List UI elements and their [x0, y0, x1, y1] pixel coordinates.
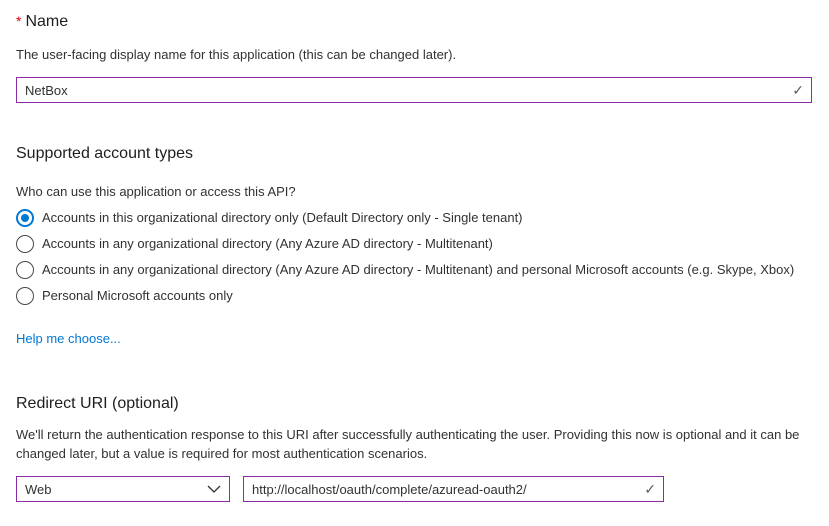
name-description: The user-facing display name for this application (this can be changed later).	[16, 47, 457, 62]
radio-selected-icon[interactable]	[16, 209, 34, 227]
name-title-text: Name	[25, 13, 69, 30]
platform-select[interactable]	[16, 476, 230, 502]
radio-unselected-icon[interactable]	[16, 235, 34, 253]
platform-select-value: Web	[25, 481, 52, 497]
redirect-uri-title: Redirect URI (optional)	[16, 395, 179, 412]
help-me-choose-link[interactable]: Help me choose...	[16, 331, 121, 346]
name-input[interactable]	[17, 78, 811, 102]
valid-checkmark-icon: ✓	[792, 82, 804, 98]
radio-option-label: Accounts in any organizational directory (Any Azure AD directory - Multitenant)	[42, 236, 493, 251]
required-asterisk: *	[16, 13, 22, 29]
valid-checkmark-icon: ✓	[644, 481, 656, 497]
redirect-uri-controls	[16, 476, 812, 502]
name-input-wrapper	[16, 77, 812, 103]
radio-option-label: Personal Microsoft accounts only	[42, 288, 233, 303]
radio-option-personal-only[interactable]	[16, 283, 812, 309]
radio-option-multitenant[interactable]	[16, 231, 812, 257]
radio-unselected-icon[interactable]	[16, 287, 34, 305]
account-types-question: Who can use this application or access this API?	[16, 184, 296, 199]
radio-option-label: Accounts in this organizational directory only (Default Directory only - Single tenant)	[42, 210, 523, 225]
name-section-title	[16, 10, 812, 33]
redirect-uri-input-wrapper	[243, 476, 664, 502]
account-types-radio-group	[16, 205, 812, 309]
app-registration-form	[0, 10, 829, 502]
radio-unselected-icon[interactable]	[16, 261, 34, 279]
redirect-uri-input[interactable]	[244, 477, 663, 501]
radio-option-label: Accounts in any organizational directory (Any Azure AD directory - Multitenant) and personal Microsoft accounts (e.g. Skype, Xbox)	[42, 262, 795, 277]
radio-option-multitenant-personal[interactable]	[16, 257, 812, 283]
radio-option-single-tenant[interactable]	[16, 205, 812, 231]
account-types-title: Supported account types	[16, 145, 194, 162]
redirect-uri-description: We'll return the authentication response to this URI after successfully authenticating the user. Providing this now is optional and it can be changed later, but a value is required for most authentication scenarios.	[16, 427, 800, 461]
